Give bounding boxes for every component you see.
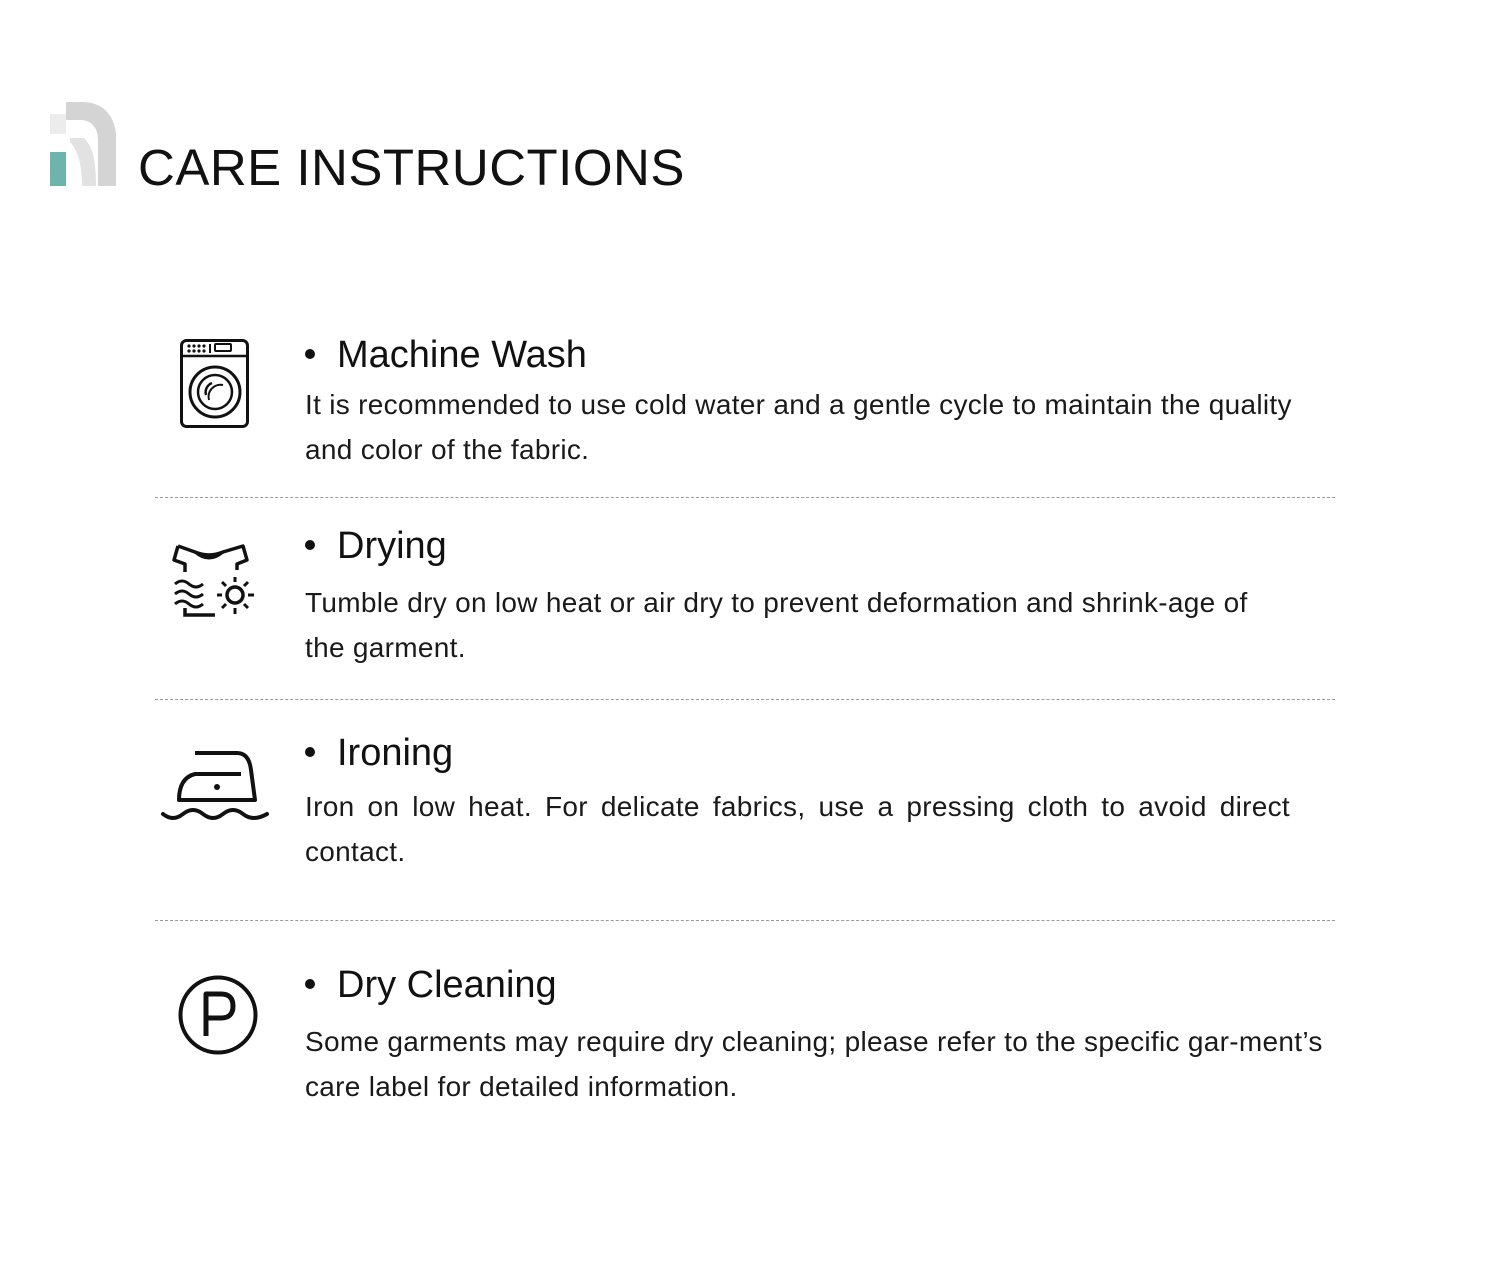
drying-icon [169, 540, 259, 620]
care-heading: Drying [305, 524, 447, 568]
care-description: Tumble dry on low heat or air dry to prevent deformation and shrink-age of the garment. [305, 587, 1248, 663]
dry-clean-p-icon [177, 974, 259, 1056]
care-description: Iron on low heat. For delicate fabrics, use a pressing cloth to avoid direct contact. [305, 791, 1290, 867]
care-heading: Ironing [305, 731, 453, 775]
bullet-icon [305, 540, 315, 550]
bullet-icon [305, 979, 315, 989]
iron-icon [159, 748, 271, 828]
washing-machine-icon [179, 338, 251, 430]
divider [155, 920, 1335, 921]
care-description: Some garments may require dry cleaning; please refer to the specific gar-ment’s care label for detailed information. [305, 1026, 1323, 1102]
care-description: It is recommended to use cold water and a gentle cycle to maintain the quality and color of the fabric. [305, 389, 1292, 465]
brand-logo-icon [48, 100, 120, 188]
page-title: CARE INSTRUCTIONS [138, 139, 685, 196]
care-instructions-list [155, 0, 1335, 1283]
care-heading: Dry Cleaning [305, 963, 557, 1007]
care-heading: Machine Wash [305, 333, 587, 377]
divider [155, 699, 1335, 700]
divider [155, 497, 1335, 498]
bullet-icon [305, 349, 315, 359]
bullet-icon [305, 747, 315, 757]
